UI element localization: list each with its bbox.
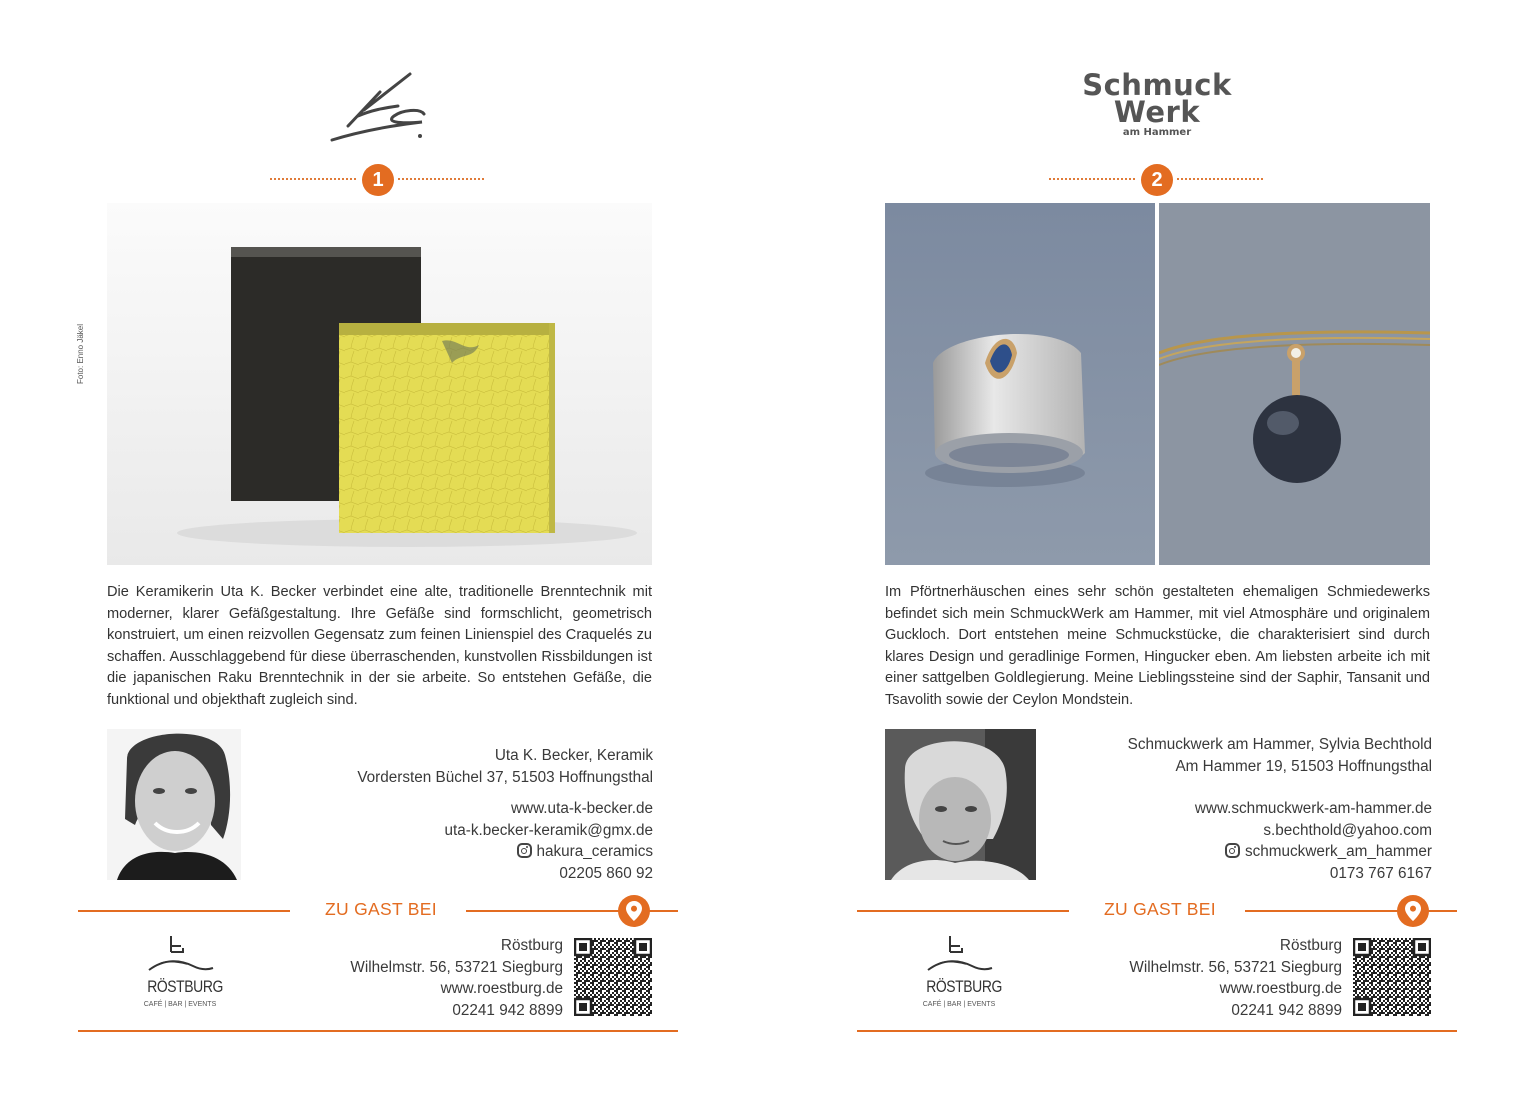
contact-website[interactable]: www.uta-k-becker.de	[511, 800, 653, 818]
number-badge: 1	[362, 164, 394, 196]
ring-photo	[885, 203, 1155, 565]
dotted-line-right	[398, 178, 484, 180]
bottom-rule	[78, 1030, 678, 1032]
ceramics-photo	[107, 203, 652, 565]
venue-address: Wilhelmstr. 56, 53721 Siegburg	[350, 958, 563, 976]
venue-website[interactable]: www.roestburg.de	[1219, 980, 1342, 998]
contact-instagram[interactable]	[1128, 841, 1432, 863]
venue-block	[857, 932, 1457, 1032]
venue-website[interactable]: www.roestburg.de	[440, 980, 563, 998]
sapphire-ring-image	[885, 203, 1155, 565]
artist-portrait	[885, 729, 1036, 880]
contact-website[interactable]: www.schmuckwerk-am-hammer.de	[1194, 800, 1432, 818]
qr-code[interactable]	[1353, 938, 1431, 1016]
contact-address: Vordersten Büchel 37, 51503 Hoffnungsthal	[357, 768, 653, 786]
instagram-icon	[1225, 843, 1240, 858]
venue-block	[78, 932, 678, 1032]
dotted-line-left	[1049, 178, 1135, 180]
number-marker	[78, 164, 678, 196]
contact-name: Uta K. Becker, Keramik	[494, 747, 653, 764]
instagram-handle: schmuckwerk_am_hammer	[1244, 843, 1432, 861]
ceramic-vessels-image	[107, 203, 652, 565]
contact-block	[357, 745, 653, 885]
venue-phone: 02241 942 8899	[1231, 1001, 1342, 1019]
left-page	[78, 0, 678, 1099]
schmuckwerk-logo	[857, 68, 1457, 140]
bottom-rule	[857, 1030, 1457, 1032]
contact-email[interactable]: uta-k.becker-keramik@gmx.de	[444, 821, 653, 839]
guest-header	[857, 895, 1457, 925]
instagram-handle: hakura_ceramics	[536, 843, 653, 861]
guest-line-left	[857, 910, 1069, 912]
description-text: Im Pförtnerhäuschen eines sehr schön gestalteten ehemaligen Schmiedewerks befindet sich mein SchmuckWerk am Hammer, mit viel Atmosphäre und originalem Guckloch. Dort entstehen meine Schmuckstücke, die charakterisiert sind durch klares Design und geradlinige Formen, Hingucker eben. Am liebsten arbeite ich mit einer sattgelben Goldlegierung. Meine Lieblingssteine sind der Saphir, Tansanit und Tsavolith sowie der Ceylon Mondstein.	[885, 584, 1430, 708]
pendant-photo	[1159, 203, 1430, 565]
venue-address-block	[350, 935, 563, 1021]
artist-portrait	[107, 729, 241, 880]
contact-block	[1128, 734, 1432, 885]
venue-phone: 02241 942 8899	[452, 1001, 563, 1019]
contact-email[interactable]: s.bechthold@yahoo.com	[1263, 821, 1432, 839]
artist-logo	[78, 60, 678, 150]
venue-logo-subtitle: CAFÉ | BAR | EVENTS	[922, 1001, 996, 1008]
roestburg-chair-icon	[924, 932, 994, 976]
roestburg-logo	[140, 932, 223, 1008]
number-badge: 2	[1141, 164, 1173, 196]
venue-logo-name: RÖSTBURG	[926, 977, 1002, 996]
location-pin-icon	[618, 895, 650, 927]
dotted-line-right	[1177, 178, 1263, 180]
contact-instagram[interactable]	[357, 841, 653, 863]
contact-name: Schmuckwerk am Hammer, Sylvia Bechthold	[1127, 736, 1432, 753]
qr-code[interactable]	[574, 938, 652, 1016]
guest-line-left	[78, 910, 290, 912]
guest-label: ZU GAST BEI	[325, 899, 437, 919]
location-pin-icon	[1397, 895, 1429, 927]
contact-phone: 02205 860 92	[559, 864, 653, 882]
venue-name: Röstburg	[500, 937, 563, 954]
description-text: Die Keramikerin Uta K. Becker verbindet eine alte, traditionelle Brenntechnik mit moderner, klarer Gefäßgestaltung. Ihre Gefäße sind formschlicht, geometrisch konstruiert, um einen reizvollen Gegensatz zum feinen Linienspiel des Craquelés zu schaffen. Ausschlaggebend für diese überraschenden, kunstvollen Rissbildungen ist die japanischen Raku Brenntechnik in der sie arbeite. So entstehen Gefäße, die funktional und objekthaft zugleich sind.	[107, 584, 652, 708]
contact-phone: 0173 767 6167	[1329, 864, 1432, 882]
signature-logo	[328, 66, 438, 146]
logo-line-1: Schmuck	[1082, 68, 1232, 102]
guest-label: ZU GAST BEI	[1104, 899, 1216, 919]
pearl-pendant-image	[1159, 203, 1430, 565]
right-page	[857, 0, 1457, 1099]
contact-address: Am Hammer 19, 51503 Hoffnungsthal	[1175, 757, 1432, 775]
instagram-icon	[517, 843, 532, 858]
logo-line-2: Werk	[1113, 95, 1201, 129]
shop-logo	[857, 60, 1457, 150]
number-marker	[857, 164, 1457, 196]
venue-name: Röstburg	[1279, 937, 1342, 954]
logo-line-3: am Hammer	[1122, 127, 1192, 138]
venue-address-block	[1129, 935, 1342, 1021]
venue-logo-subtitle: CAFÉ | BAR | EVENTS	[143, 1001, 217, 1008]
venue-logo-name: RÖSTBURG	[147, 977, 223, 996]
roestburg-logo	[919, 932, 1002, 1008]
roestburg-chair-icon	[145, 932, 215, 976]
dotted-line-left	[270, 178, 356, 180]
guest-header	[78, 895, 678, 925]
photo-credit: Foto: Enno Jäkel	[76, 323, 85, 384]
venue-address: Wilhelmstr. 56, 53721 Siegburg	[1129, 958, 1342, 976]
